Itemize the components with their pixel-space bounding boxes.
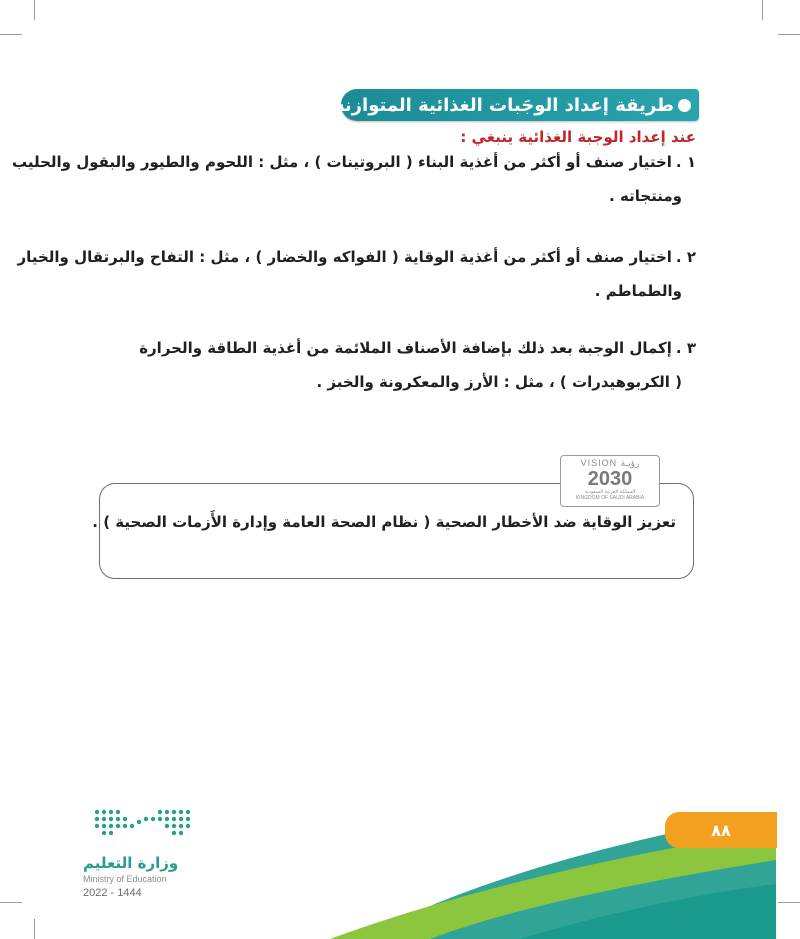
ministry-logo (83, 804, 223, 924)
item-number: ١ . (675, 153, 696, 171)
page-number: ٨٨ (711, 820, 731, 840)
vision-logo-year: 2030 (587, 468, 633, 490)
page-number-tab (665, 812, 777, 848)
item-number: ٢ . (675, 248, 696, 266)
item-text: اختيار صنف أو أكثر من أغذية الوقاية ( الفواكه والخضار ) ، مثل : التفاح والبرتقال والخيار (17, 248, 672, 266)
vision-logo-arabic: المملكة العربية السعودية (584, 489, 636, 495)
item-text: إكمال الوجبة بعد ذلك بإضافة الأصناف الملائمة من أغذية الطاقة والحرارة (139, 339, 672, 357)
ministry-name-english: Ministry of Education (83, 874, 167, 884)
section-heading-text: طريقة إعداد الوجَبات الغذائية المتوازنة : (320, 94, 674, 116)
item-number: ٣ . (675, 339, 696, 357)
vision-callout-text: تعزيز الوقاية ضد الأخطار الصحية ( نظام الصحة العامة وإدارة الأَزمات الصحية ) . (92, 513, 676, 531)
vision-logo-english: KINGDOM OF SAUDI ARABIA (575, 495, 645, 501)
subheading: عند إعداد الوجبة الغذائية ينبغي : (460, 128, 696, 146)
vision-logo-label: VISION رؤيـة (580, 458, 640, 468)
item-text-continued: ومنتجاته . (609, 187, 682, 205)
item-text-continued: والطماطم . (594, 282, 682, 300)
item-text: اختيار صنف أو أكثر من أغذية البناء ( البروتينات ) ، مثل : اللحوم والطيور والبقول والحليب (11, 153, 672, 171)
ministry-dots-icon (91, 804, 201, 844)
item-text-continued: ( الكربوهيدرات ) ، مثل : الأرز والمعكرونة والخبز . (316, 373, 682, 391)
ministry-year: 2022 - 1444 (83, 887, 142, 899)
ministry-name-arabic: وزارة التعليم (83, 854, 179, 872)
